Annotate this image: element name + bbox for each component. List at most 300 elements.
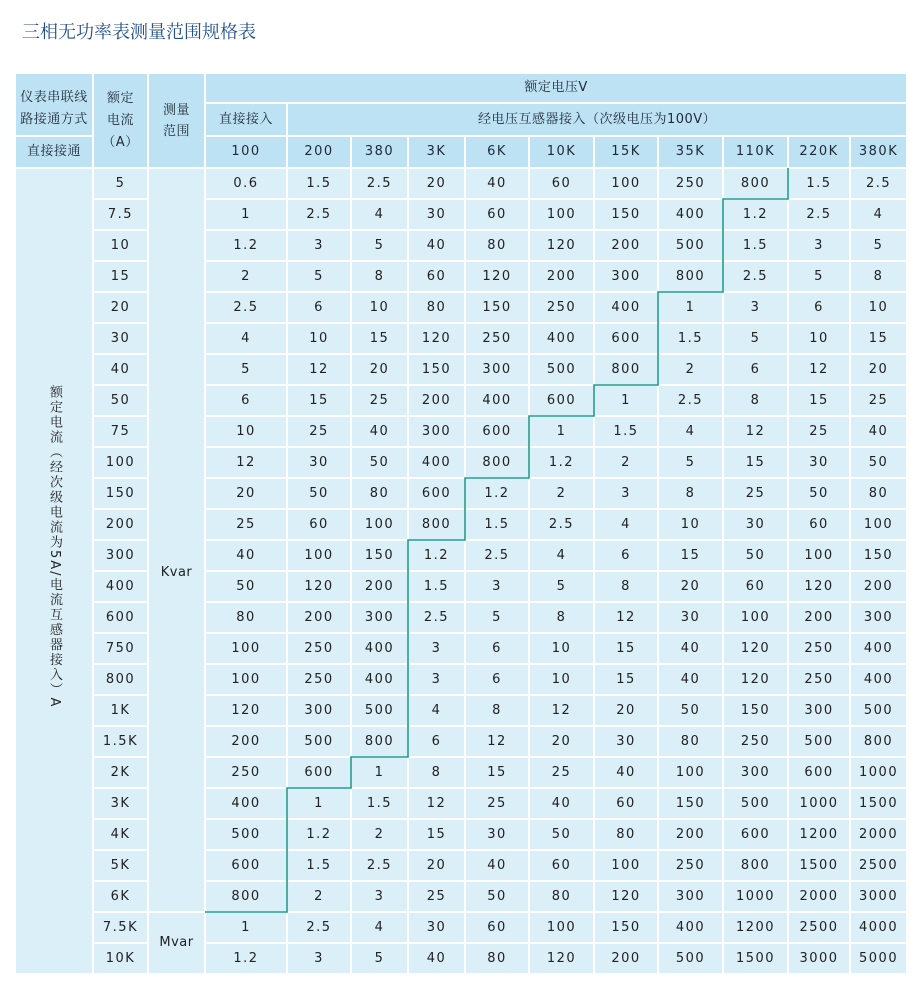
rated-current-cell: 800 xyxy=(93,664,148,695)
value-cell: 30 xyxy=(658,602,723,633)
rated-current-cell: 7.5K xyxy=(93,912,148,943)
value-cell: 40 xyxy=(205,540,287,571)
value-cell: 0.6 xyxy=(205,168,287,199)
value-cell: 150 xyxy=(408,354,465,385)
side-label-cell xyxy=(15,168,93,974)
value-cell: 3 xyxy=(788,230,850,261)
value-cell: 120 xyxy=(465,261,529,292)
value-cell: 15 xyxy=(594,664,658,695)
value-cell: 250 xyxy=(658,168,723,199)
value-cell: 4 xyxy=(850,199,907,230)
rated-current-cell: 4K xyxy=(93,819,148,850)
value-cell: 2.5 xyxy=(529,509,594,540)
value-cell: 4 xyxy=(351,199,408,230)
side-label: 额定电流（经次级电流为5A/电流互感器接入）A xyxy=(47,384,62,709)
rated-current-cell: 1K xyxy=(93,695,148,726)
value-cell: 30 xyxy=(287,447,351,478)
value-cell: 100 xyxy=(529,912,594,943)
value-cell: 2 xyxy=(658,354,723,385)
rated-current-cell: 750 xyxy=(93,633,148,664)
value-cell: 30 xyxy=(594,726,658,757)
value-cell: 800 xyxy=(658,261,723,292)
value-cell: 1 xyxy=(529,416,594,447)
rated-current-cell: 400 xyxy=(93,571,148,602)
value-cell: 200 xyxy=(529,261,594,292)
value-cell: 40 xyxy=(465,850,529,881)
value-cell: 50 xyxy=(205,571,287,602)
value-cell: 25 xyxy=(723,478,788,509)
value-cell: 400 xyxy=(850,633,907,664)
value-cell: 500 xyxy=(723,788,788,819)
value-cell: 6 xyxy=(287,292,351,323)
value-cell: 120 xyxy=(287,571,351,602)
value-cell: 50 xyxy=(788,478,850,509)
value-cell: 1200 xyxy=(723,912,788,943)
voltage-header: 35K xyxy=(658,136,723,168)
value-cell: 300 xyxy=(594,261,658,292)
value-cell: 1 xyxy=(205,199,287,230)
header-measuring-range xyxy=(148,73,205,168)
header-line: 路接通方式 xyxy=(20,111,88,127)
value-cell: 50 xyxy=(529,819,594,850)
value-cell: 1.2 xyxy=(205,230,287,261)
value-cell: 200 xyxy=(351,571,408,602)
rated-current-cell: 5 xyxy=(93,168,148,199)
value-cell: 50 xyxy=(465,881,529,912)
rated-current-cell: 100 xyxy=(93,447,148,478)
value-cell: 1 xyxy=(287,788,351,819)
value-cell: 120 xyxy=(723,664,788,695)
value-cell: 10 xyxy=(287,323,351,354)
spec-table xyxy=(14,72,908,975)
value-cell: 30 xyxy=(408,912,465,943)
voltage-header: 6K xyxy=(465,136,529,168)
value-cell: 2.5 xyxy=(723,261,788,292)
value-cell: 600 xyxy=(723,819,788,850)
value-cell: 1000 xyxy=(788,788,850,819)
value-cell: 500 xyxy=(850,695,907,726)
value-cell: 8 xyxy=(529,602,594,633)
value-cell: 30 xyxy=(723,509,788,540)
value-cell: 100 xyxy=(850,509,907,540)
rated-current-cell: 6K xyxy=(93,881,148,912)
value-cell: 600 xyxy=(465,416,529,447)
value-cell: 300 xyxy=(788,695,850,726)
value-cell: 3000 xyxy=(788,943,850,974)
value-cell: 4 xyxy=(594,509,658,540)
value-cell: 200 xyxy=(205,726,287,757)
value-cell: 8 xyxy=(465,695,529,726)
voltage-header: 220K xyxy=(788,136,850,168)
value-cell: 25 xyxy=(850,385,907,416)
value-cell: 120 xyxy=(788,571,850,602)
value-cell: 120 xyxy=(594,881,658,912)
value-cell: 10 xyxy=(529,664,594,695)
value-cell: 5 xyxy=(850,230,907,261)
value-cell: 400 xyxy=(351,664,408,695)
value-cell: 40 xyxy=(594,757,658,788)
value-cell: 1.2 xyxy=(723,199,788,230)
value-cell: 15 xyxy=(351,323,408,354)
value-cell: 60 xyxy=(465,912,529,943)
value-cell: 80 xyxy=(529,881,594,912)
voltage-header: 100 xyxy=(205,136,287,168)
value-cell: 50 xyxy=(723,540,788,571)
value-cell: 2.5 xyxy=(788,199,850,230)
value-cell: 30 xyxy=(788,447,850,478)
value-cell: 500 xyxy=(658,943,723,974)
value-cell: 4 xyxy=(529,540,594,571)
value-cell: 150 xyxy=(658,788,723,819)
value-cell: 10 xyxy=(850,292,907,323)
value-cell: 1000 xyxy=(850,757,907,788)
value-cell: 25 xyxy=(287,416,351,447)
value-cell: 1.5 xyxy=(408,571,465,602)
value-cell: 12 xyxy=(287,354,351,385)
value-cell: 600 xyxy=(287,757,351,788)
value-cell: 2.5 xyxy=(850,168,907,199)
value-cell: 300 xyxy=(287,695,351,726)
header-line: 仪表串联线 xyxy=(20,89,88,105)
value-cell: 60 xyxy=(529,850,594,881)
value-cell: 20 xyxy=(658,571,723,602)
value-cell: 200 xyxy=(594,943,658,974)
value-cell: 5 xyxy=(287,261,351,292)
value-cell: 200 xyxy=(287,602,351,633)
value-cell: 80 xyxy=(594,819,658,850)
value-cell: 250 xyxy=(529,292,594,323)
value-cell: 1 xyxy=(205,912,287,943)
value-cell: 1500 xyxy=(850,788,907,819)
value-cell: 80 xyxy=(351,478,408,509)
voltage-header: 380K xyxy=(850,136,907,168)
value-cell: 80 xyxy=(205,602,287,633)
value-cell: 1 xyxy=(594,385,658,416)
value-cell: 600 xyxy=(594,323,658,354)
value-cell: 300 xyxy=(465,354,529,385)
value-cell: 6 xyxy=(594,540,658,571)
value-cell: 100 xyxy=(594,168,658,199)
rated-current-cell: 50 xyxy=(93,385,148,416)
value-cell: 25 xyxy=(408,881,465,912)
value-cell: 1.2 xyxy=(529,447,594,478)
value-cell: 400 xyxy=(529,323,594,354)
value-cell: 3 xyxy=(594,478,658,509)
value-cell: 800 xyxy=(465,447,529,478)
value-cell: 6 xyxy=(205,385,287,416)
value-cell: 100 xyxy=(205,664,287,695)
value-cell: 12 xyxy=(529,695,594,726)
header-line: 额定 xyxy=(106,90,134,106)
value-cell: 1.5 xyxy=(351,788,408,819)
value-cell: 12 xyxy=(788,354,850,385)
value-cell: 2500 xyxy=(850,850,907,881)
value-cell: 3 xyxy=(287,943,351,974)
value-cell: 500 xyxy=(658,230,723,261)
value-cell: 400 xyxy=(465,385,529,416)
value-cell: 1000 xyxy=(723,881,788,912)
value-cell: 15 xyxy=(287,385,351,416)
voltage-header: 200 xyxy=(287,136,351,168)
value-cell: 1.2 xyxy=(205,943,287,974)
value-cell: 1.5 xyxy=(465,509,529,540)
value-cell: 200 xyxy=(408,385,465,416)
value-cell: 2.5 xyxy=(465,540,529,571)
value-cell: 5 xyxy=(351,943,408,974)
value-cell: 25 xyxy=(205,509,287,540)
value-cell: 200 xyxy=(850,571,907,602)
value-cell: 12 xyxy=(723,416,788,447)
rated-current-cell: 40 xyxy=(93,354,148,385)
value-cell: 250 xyxy=(723,726,788,757)
value-cell: 800 xyxy=(723,850,788,881)
value-cell: 5000 xyxy=(850,943,907,974)
value-cell: 40 xyxy=(465,168,529,199)
rated-current-cell: 15 xyxy=(93,261,148,292)
value-cell: 12 xyxy=(408,788,465,819)
value-cell: 1.2 xyxy=(408,540,465,571)
value-cell: 15 xyxy=(658,540,723,571)
value-cell: 25 xyxy=(465,788,529,819)
rated-current-cell: 10K xyxy=(93,943,148,974)
value-cell: 800 xyxy=(850,726,907,757)
value-cell: 150 xyxy=(465,292,529,323)
value-cell: 80 xyxy=(465,230,529,261)
value-cell: 150 xyxy=(723,695,788,726)
value-cell: 250 xyxy=(788,664,850,695)
voltage-header: 3K xyxy=(408,136,465,168)
value-cell: 60 xyxy=(287,509,351,540)
rated-current-cell: 200 xyxy=(93,509,148,540)
page-title: 三相无功率表测量范围规格表 xyxy=(22,22,256,43)
value-cell: 600 xyxy=(529,385,594,416)
rated-current-cell: 600 xyxy=(93,602,148,633)
value-cell: 2 xyxy=(287,881,351,912)
value-cell: 4 xyxy=(205,323,287,354)
value-cell: 60 xyxy=(788,509,850,540)
value-cell: 20 xyxy=(408,168,465,199)
value-cell: 100 xyxy=(723,602,788,633)
value-cell: 2500 xyxy=(788,912,850,943)
value-cell: 2 xyxy=(594,447,658,478)
value-cell: 50 xyxy=(658,695,723,726)
header-rated-voltage: 额定电压V xyxy=(205,73,907,103)
value-cell: 2.5 xyxy=(351,168,408,199)
value-cell: 10 xyxy=(529,633,594,664)
value-cell: 4 xyxy=(351,912,408,943)
value-cell: 600 xyxy=(788,757,850,788)
rated-current-cell: 3K xyxy=(93,788,148,819)
value-cell: 250 xyxy=(788,633,850,664)
value-cell: 120 xyxy=(529,943,594,974)
value-cell: 40 xyxy=(408,943,465,974)
rated-current-cell: 1.5K xyxy=(93,726,148,757)
value-cell: 150 xyxy=(351,540,408,571)
voltage-header: 380 xyxy=(351,136,408,168)
value-cell: 6 xyxy=(408,726,465,757)
value-cell: 800 xyxy=(594,354,658,385)
value-cell: 5 xyxy=(788,261,850,292)
voltage-header: 10K xyxy=(529,136,594,168)
value-cell: 8 xyxy=(658,478,723,509)
value-cell: 200 xyxy=(788,602,850,633)
value-cell: 30 xyxy=(408,199,465,230)
header-direct-connect: 直接接通 xyxy=(15,136,93,168)
value-cell: 3 xyxy=(351,881,408,912)
value-cell: 3 xyxy=(287,230,351,261)
header-connection-method xyxy=(15,73,93,136)
value-cell: 3 xyxy=(408,664,465,695)
value-cell: 400 xyxy=(658,912,723,943)
value-cell: 2 xyxy=(529,478,594,509)
value-cell: 8 xyxy=(351,261,408,292)
value-cell: 2.5 xyxy=(205,292,287,323)
value-cell: 250 xyxy=(658,850,723,881)
value-cell: 12 xyxy=(465,726,529,757)
value-cell: 800 xyxy=(408,509,465,540)
table-header xyxy=(15,73,907,168)
value-cell: 4 xyxy=(658,416,723,447)
value-cell: 150 xyxy=(850,540,907,571)
header-via-pt: 经电压互感器接入（次级电压为100V） xyxy=(287,103,907,136)
value-cell: 100 xyxy=(205,633,287,664)
value-cell: 500 xyxy=(788,726,850,757)
value-cell: 2.5 xyxy=(287,199,351,230)
header-line: 范围 xyxy=(162,123,190,139)
value-cell: 3 xyxy=(408,633,465,664)
header-rated-current xyxy=(93,73,148,168)
table-row xyxy=(15,168,907,199)
value-cell: 8 xyxy=(594,571,658,602)
value-cell: 2000 xyxy=(788,881,850,912)
value-cell: 500 xyxy=(287,726,351,757)
value-cell: 8 xyxy=(408,757,465,788)
value-cell: 60 xyxy=(529,168,594,199)
value-cell: 600 xyxy=(205,850,287,881)
value-cell: 1.5 xyxy=(287,850,351,881)
rated-current-cell: 20 xyxy=(93,292,148,323)
value-cell: 400 xyxy=(850,664,907,695)
value-cell: 5 xyxy=(658,447,723,478)
value-cell: 300 xyxy=(723,757,788,788)
value-cell: 50 xyxy=(850,447,907,478)
value-cell: 8 xyxy=(723,385,788,416)
value-cell: 12 xyxy=(205,447,287,478)
value-cell: 600 xyxy=(408,478,465,509)
value-cell: 400 xyxy=(205,788,287,819)
value-cell: 40 xyxy=(408,230,465,261)
value-cell: 60 xyxy=(408,261,465,292)
value-cell: 40 xyxy=(850,416,907,447)
value-cell: 20 xyxy=(205,478,287,509)
value-cell: 100 xyxy=(529,199,594,230)
value-cell: 15 xyxy=(788,385,850,416)
value-cell: 25 xyxy=(529,757,594,788)
value-cell: 300 xyxy=(408,416,465,447)
header-row xyxy=(15,73,907,103)
value-cell: 2 xyxy=(205,261,287,292)
value-cell: 3 xyxy=(723,292,788,323)
value-cell: 100 xyxy=(351,509,408,540)
value-cell: 400 xyxy=(594,292,658,323)
unit-mvar-cell: Mvar xyxy=(148,912,205,974)
value-cell: 250 xyxy=(287,633,351,664)
value-cell: 10 xyxy=(205,416,287,447)
value-cell: 1.2 xyxy=(465,478,529,509)
value-cell: 40 xyxy=(658,633,723,664)
value-cell: 1500 xyxy=(723,943,788,974)
value-cell: 4 xyxy=(408,695,465,726)
value-cell: 5 xyxy=(465,602,529,633)
value-cell: 80 xyxy=(408,292,465,323)
rated-current-cell: 150 xyxy=(93,478,148,509)
value-cell: 120 xyxy=(205,695,287,726)
value-cell: 10 xyxy=(788,323,850,354)
voltage-header: 110K xyxy=(723,136,788,168)
value-cell: 200 xyxy=(594,230,658,261)
rated-current-cell: 5K xyxy=(93,850,148,881)
table-row xyxy=(15,912,907,943)
value-cell: 300 xyxy=(658,881,723,912)
value-cell: 1.5 xyxy=(723,230,788,261)
value-cell: 250 xyxy=(205,757,287,788)
value-cell: 1.5 xyxy=(287,168,351,199)
value-cell: 1.5 xyxy=(658,323,723,354)
value-cell: 1200 xyxy=(788,819,850,850)
value-cell: 100 xyxy=(788,540,850,571)
rated-current-cell: 75 xyxy=(93,416,148,447)
rated-current-cell: 300 xyxy=(93,540,148,571)
value-cell: 800 xyxy=(205,881,287,912)
value-cell: 2.5 xyxy=(658,385,723,416)
value-cell: 400 xyxy=(351,633,408,664)
value-cell: 300 xyxy=(351,602,408,633)
value-cell: 15 xyxy=(408,819,465,850)
unit-kvar-cell: Kvar xyxy=(148,168,205,912)
value-cell: 3000 xyxy=(850,881,907,912)
value-cell: 300 xyxy=(850,602,907,633)
value-cell: 30 xyxy=(465,819,529,850)
value-cell: 400 xyxy=(408,447,465,478)
value-cell: 6 xyxy=(465,633,529,664)
value-cell: 80 xyxy=(658,726,723,757)
value-cell: 100 xyxy=(594,850,658,881)
value-cell: 250 xyxy=(465,323,529,354)
value-cell: 20 xyxy=(351,354,408,385)
value-cell: 1 xyxy=(658,292,723,323)
value-cell: 120 xyxy=(408,323,465,354)
spec-table-container xyxy=(14,72,906,973)
rated-current-cell: 10 xyxy=(93,230,148,261)
value-cell: 100 xyxy=(287,540,351,571)
value-cell: 2.5 xyxy=(287,912,351,943)
value-cell: 60 xyxy=(465,199,529,230)
value-cell: 1500 xyxy=(788,850,850,881)
value-cell: 500 xyxy=(529,354,594,385)
value-cell: 6 xyxy=(723,354,788,385)
value-cell: 1.5 xyxy=(788,168,850,199)
value-cell: 150 xyxy=(594,199,658,230)
value-cell: 2.5 xyxy=(408,602,465,633)
rated-current-cell: 7.5 xyxy=(93,199,148,230)
value-cell: 5 xyxy=(723,323,788,354)
value-cell: 6 xyxy=(465,664,529,695)
value-cell: 20 xyxy=(408,850,465,881)
value-cell: 100 xyxy=(658,757,723,788)
header-line: （A） xyxy=(102,134,139,150)
value-cell: 20 xyxy=(850,354,907,385)
value-cell: 8 xyxy=(850,261,907,292)
